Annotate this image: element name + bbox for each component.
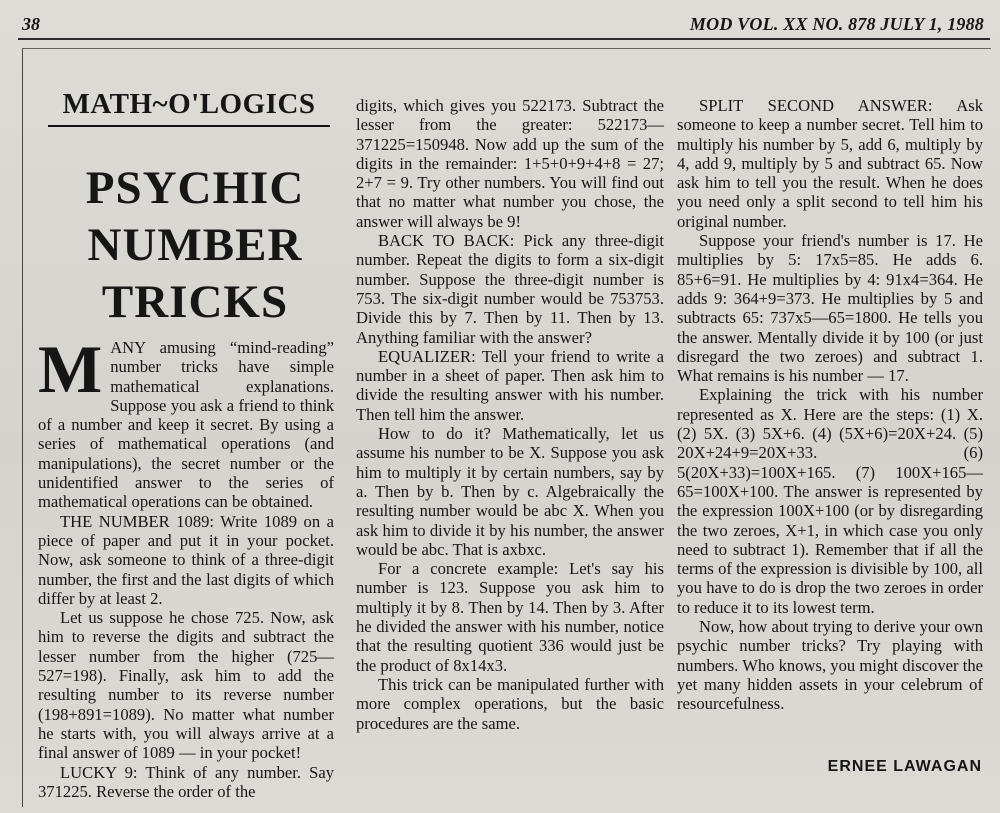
article-paragraph: THE NUMBER 1089: Write 1089 on a piece of paper and put it in your pocket. Now, ask someone to think of a three-digit number, the first and the last digits of which differ by at least 2. [38,511,334,608]
headline [40,160,350,331]
article-paragraph [38,331,334,512]
article-paragraph: SPLIT SECOND ANSWER: Ask someone to keep a number secret. Tell him to multiply his number by 5, add 6, multiply by 4, add 9, multiply by 5 and subtract 65. Now ask him to tell you the result. When he does you need only a split second to tell him his original number. [677,96,983,231]
article-column-3 [677,96,983,714]
issue-line: MOD VOL. XX NO. 878 JULY 1, 1988 [689,14,984,34]
article-paragraph: Suppose your friend's number is 17. He multiplies by 5: 17x5=85. He adds 6. 85+6=91. He multiplies by 4: 91x4=364. He adds 9: 364+9=373. He multiplies by 5 and subtracts 65: 737x5—65=1800. He tells you the answer. Mentally divide it by 100 (or just disregard the two zeroes) and subtract 1. What remains is his number — 17. [677,231,983,386]
drop-cap: M [38,331,103,407]
column-heading: MATH~O'LOGICS [48,88,330,127]
article-paragraph: For a concrete example: Let's say his number is 123. Suppose you ask him to multiply it by 8. Then by 14. Then by 3. After he divided the answer with his number, notice that the resulting quotient 336 would just be the product of 8x14x3. [356,559,664,675]
article-column-2 [356,96,664,733]
headline-line: TRICKS [101,276,289,328]
article-paragraph: How to do it? Mathematically, let us assume his number to be X. Suppose you ask him to multiply it by certain numbers, say by a. Then by b. Then by c. Algebraically the resulting number would be abc X. When you ask him to divide it by his number, the answer would be abc. That is axbxc. [356,424,664,559]
article-paragraph: EQUALIZER: Tell your friend to write a number in a sheet of paper. Then ask him to divide the resulting answer with his number. Then tell him the answer. [356,346,664,424]
article-column-1 [38,331,334,801]
article-paragraph: digits, which gives you 522173. Subtract the lesser from the greater: 522173—371225=150948. Now add up the sum of the digits in the remainder: 1+5+0+9+4+8 = 27; 2+7 = 9. Try other numbers. You will find out that no matter what number you chose, the answer will always be 9! [356,96,664,231]
article-paragraph: Explaining the trick with his number represented as X. Here are the steps: (1) X. (2) 5X. (3) 5X+6. (4) (5X+6)=20X+24. (5) 20X+24+9=20X+33. (6) 5(20X+33)=100X+165. (7) 100X+165—65=100X+100. The answer is represented by the expression 100X+100 (or by disregarding the two zeroes, X+1, in which case you only need to subtract 1). Remember that if all the terms of the expression is divisible by 100, all you have to do is drop the two zeroes in order to reduce it to its lowest term. [677,385,983,617]
article-paragraph: Let us suppose he chose 725. Now, ask him to reverse the digits and subtract the lesser number from the higher (725—527=198). Finally, ask him to add the resulting number to its reverse number (198+891=1089). No matter what number he starts with, you will always arrive at a final answer of 1089 — in your pocket! [38,608,334,763]
page-number: 38 [22,14,40,34]
paragraph-text: ANY amusing “mind-reading” number tricks have simple mathematical explanations. Suppose you ask a friend to think of a number and keep it secret. By using a series of mathematical operations (and manipulations), the secret number or the unidentified answer to the series of mathematical operations can be obtained. [38,338,334,512]
article-paragraph: LUCKY 9: Think of any number. Say 371225. Reverse the order of the [38,762,334,801]
article-paragraph: Now, how about trying to derive your own psychic number tricks? Try playing with numbers. Who knows, you might discover the yet many hidden assets in your celebrum of resourcefulness. [677,617,983,714]
header-rule [18,38,990,40]
headline-line: PSYCHIC [85,162,305,214]
article-paragraph: This trick can be manipulated further with more complex operations, but the basic procedures are the same. [356,674,664,733]
article-paragraph: BACK TO BACK: Pick any three-digit number. Repeat the digits to form a six-digit number. Suppose the three-digit number is 753. The six-digit number would be 753753. Divide this by 7. Then by 11. Then by 13. Anything familiar with the answer? [356,231,664,347]
byline: ERNEE LAWAGAN [827,758,982,775]
headline-line: NUMBER [87,219,303,271]
